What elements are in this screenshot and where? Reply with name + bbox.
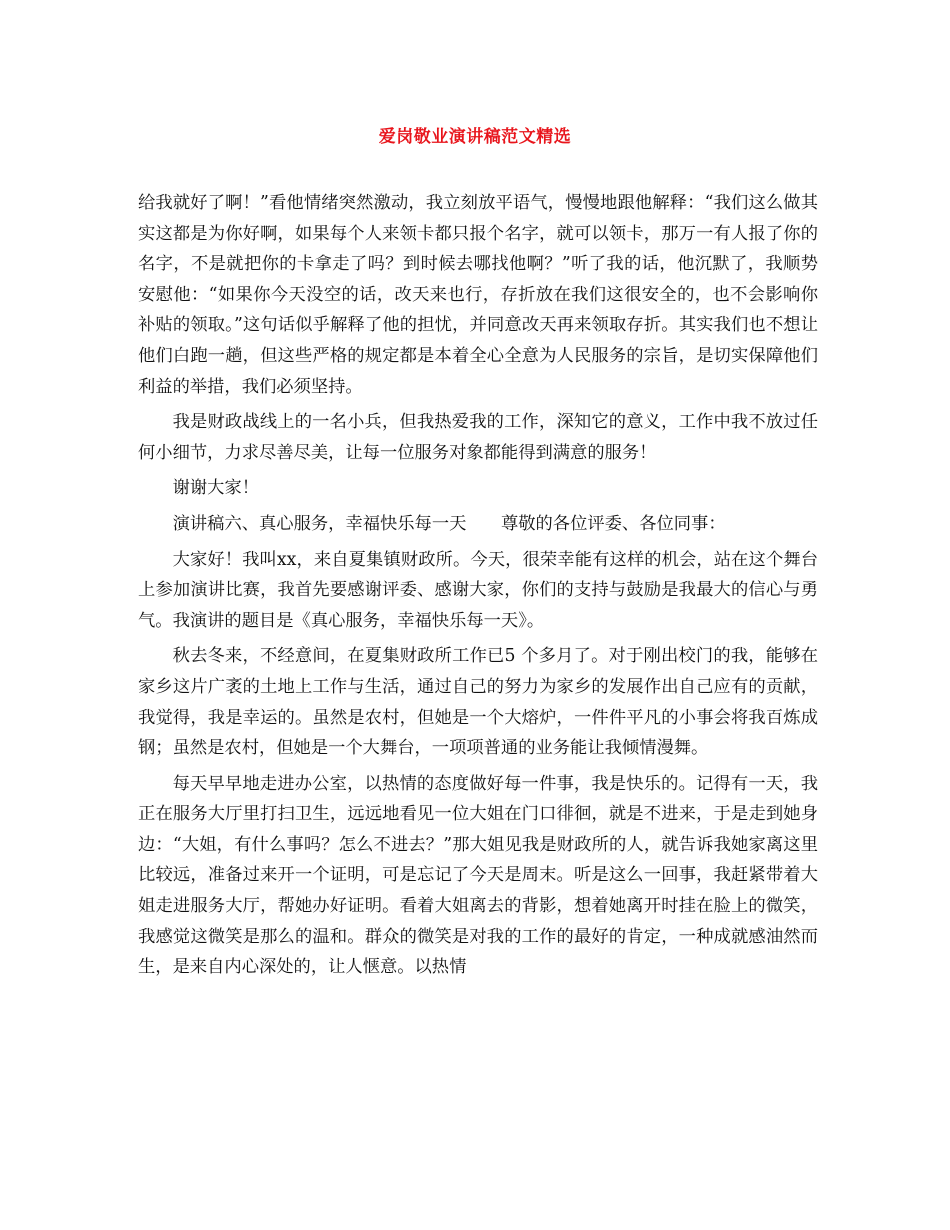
document-body (138, 188, 818, 983)
paragraph: 大家好！我叫xx，来自夏集镇财政所。今天，很荣幸能有这样的机会，站在这个舞台上参加演讲比赛，我首先要感谢评委、感谢大家，你们的支持与鼓励是我最大的信心与勇气。我演讲的题目是《真心服务，幸福快乐每一天》。 (138, 549, 818, 631)
paragraph: 秋去冬来，不经意间，在夏集财政所工作已5 个多月了。对于刚出校门的我，能够在家乡这片广袤的土地上工作与生活，通过自己的努力为家乡的发展作出自己应有的贡献，我觉得，我是幸运的。虽然是农村，但她是一个大熔炉，一件件平凡的小事会将我百炼成钢；虽然是农村，但她是一个大舞台，一项项普通的业务能让我倾情漫舞。 (138, 646, 818, 759)
document-title: 爱岗敬业演讲稿范文精选 (378, 127, 572, 147)
paragraph: 谢谢大家！ (172, 478, 260, 499)
paragraph: 每天早早地走进办公室，以热情的态度做好每一件事，我是快乐的。记得有一天，我正在服务大厅里打扫卫生，远远地看见一位大姐在门口徘徊，就是不进来，于是走到她身边：“大姐，有什么事吗？怎么不进去？”那大姐见我是财政所的人，就告诉我她家离这里比较远，准备过来开一个证明，可是忘记了今天是周末。听是这么一回事，我赶紧带着大姐走进服务大厅，帮她办好证明。看着大姐离去的背影，想着她离开时挂在脸上的微笑，我感觉这微笑是那么的温和。群众的微笑是对我的工作的最好的肯定，一种成就感油然而生，是来自内心深处的，让人惬意。以热情 (138, 773, 818, 978)
paragraph-continuation: 给我就好了啊！”看他情绪突然激动，我立刻放平语气，慢慢地跟他解释：“我们这么做其实这都是为你好啊，如果每个人来领卡都只报个名字，就可以领卡，那万一有人报了你的名字，不是就把你的卡拿走了吗？到时候去哪找他啊？”听了我的话，他沉默了，我顺势安慰他：“如果你今天没空的话，改天来也行，存折放在我们这很安全的，也不会影响你补贴的领取。”这句话似乎解释了他的担忧，并同意改天再来领取存折。其实我们也不想让他们白跑一趟，但这些严格的规定都是本着全心全意为人民服务的宗旨，是切实保障他们利益的举措，我们必须坚持。 (138, 193, 818, 397)
paragraph: 我是财政战线上的一名小兵，但我热爱我的工作，深知它的意义，工作中我不放过任何小细节，力求尽善尽美，让每一位服务对象都能得到满意的服务！ (138, 412, 818, 463)
paragraph-heading: 演讲稿六、真心服务，幸福快乐每一天 尊敬的各位评委、各位同事： (172, 513, 726, 534)
